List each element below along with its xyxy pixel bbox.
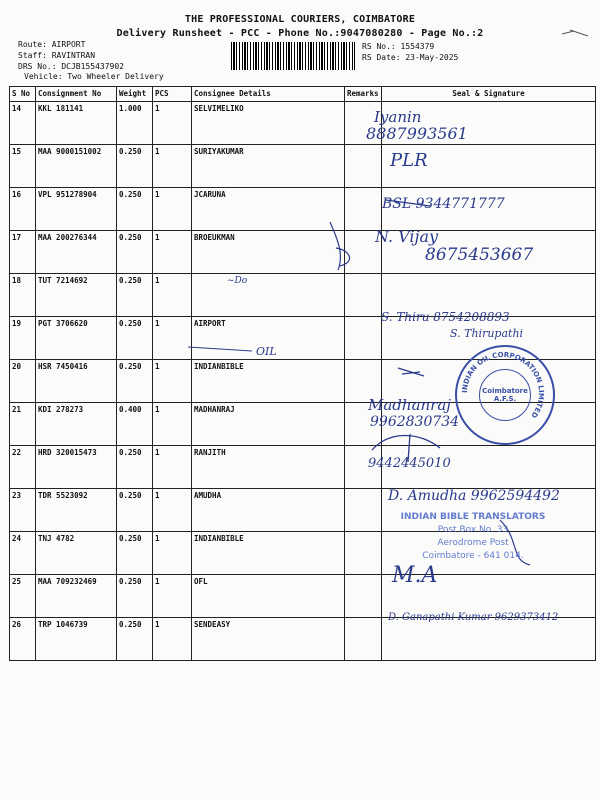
consignee-cell: AIRPORT xyxy=(192,317,345,360)
sno-cell: 15 xyxy=(10,145,36,188)
consignee-cell: SELVIMELIKO xyxy=(192,102,345,145)
consignment-cell: KKL 181141 xyxy=(36,102,117,145)
consignment-cell: TRP 1046739 xyxy=(36,618,117,661)
phone-row-22: 9442445010 xyxy=(368,456,451,471)
pcs-cell: 1 xyxy=(153,403,192,446)
consignment-cell: KDI 278273 xyxy=(36,403,117,446)
remarks-cell xyxy=(345,618,382,661)
runsheet-subtitle: Delivery Runsheet - PCC - Phone No.:9047080280 - Page No.:2 xyxy=(116,28,484,39)
consignee-cell: AMUDHA xyxy=(192,489,345,532)
signature-row-19: S. Thiru 8754208893 xyxy=(381,310,510,324)
weight-cell: 1.000 xyxy=(117,102,153,145)
drs-number: DRS No.: DCJB155437902 xyxy=(18,62,124,71)
weight-cell: 0.250 xyxy=(117,618,153,661)
weight-cell: 0.250 xyxy=(117,489,153,532)
stamp-line-1: INDIAN BIBLE TRANSLATORS xyxy=(400,512,546,522)
signature-row-24: D. Amudha 9962594492 xyxy=(388,488,560,504)
pcs-cell: 1 xyxy=(153,489,192,532)
col-pcs: PCS xyxy=(153,87,192,102)
pcs-cell: 1 xyxy=(153,274,192,317)
mark-row-18: ~Do xyxy=(227,276,248,286)
phone-row-21: 9962830734 xyxy=(370,414,460,430)
col-consignment: Consignment No xyxy=(36,87,117,102)
sno-cell: 25 xyxy=(10,575,36,618)
pcs-cell: 1 xyxy=(153,532,192,575)
weight-cell: 0.250 xyxy=(117,231,153,274)
staff-label: Staff: RAVINTRAN xyxy=(18,51,96,60)
pcs-cell: 1 xyxy=(153,145,192,188)
sno-cell: 18 xyxy=(10,274,36,317)
consignee-cell: MADHANRAJ xyxy=(192,403,345,446)
pcs-cell: 1 xyxy=(153,360,192,403)
remarks-cell xyxy=(345,532,382,575)
table-row xyxy=(10,102,596,145)
ioc-seal xyxy=(455,345,555,445)
ioc-ring-text: INDIAN OIL CORPORATION LIMITED xyxy=(460,350,546,420)
table-row xyxy=(10,188,596,231)
table-header-row xyxy=(10,87,596,102)
note-row-20: OIL xyxy=(256,345,277,358)
pcs-cell: 1 xyxy=(153,102,192,145)
name-row-19: S. Thirupathi xyxy=(450,327,524,340)
pcs-cell: 1 xyxy=(153,618,192,661)
col-sno: S No xyxy=(10,87,36,102)
stamp-line-2: Post Box No. 33 xyxy=(437,525,509,535)
vehicle-label: Vehicle: Two Wheeler Delivery xyxy=(24,72,164,81)
consignment-cell: VPL 951278904 xyxy=(36,188,117,231)
pcs-cell: 1 xyxy=(153,188,192,231)
signature-row-14: Iyanin xyxy=(374,108,422,126)
weight-cell: 0.250 xyxy=(117,575,153,618)
consignment-cell: MAA 709232469 xyxy=(36,575,117,618)
ioc-center-line2: A.F.S. xyxy=(493,395,517,403)
pcs-cell: 1 xyxy=(153,575,192,618)
consignment-cell: TNJ 4782 xyxy=(36,532,117,575)
consignee-cell: SURIYAKUMAR xyxy=(192,145,345,188)
sno-cell: 17 xyxy=(10,231,36,274)
weight-cell: 0.400 xyxy=(117,403,153,446)
weight-cell: 0.250 xyxy=(117,360,153,403)
stamp-line-3: Aerodrome Post xyxy=(437,538,509,548)
consignment-cell: TUT 7214692 xyxy=(36,274,117,317)
consignee-cell xyxy=(192,274,345,317)
table-row xyxy=(10,618,596,661)
sno-cell: 19 xyxy=(10,317,36,360)
col-weight: Weight xyxy=(117,87,153,102)
remarks-cell xyxy=(345,274,382,317)
weight-cell: 0.250 xyxy=(117,145,153,188)
pcs-cell: 1 xyxy=(153,446,192,489)
rs-date: RS Date: 23-May-2025 xyxy=(362,53,459,62)
signature-row-16: BSL 9344771777 xyxy=(382,196,505,212)
remarks-cell xyxy=(345,188,382,231)
sno-cell: 23 xyxy=(10,489,36,532)
stamp-line-4: Coimbatore - 641 014. xyxy=(422,551,524,561)
weight-cell: 0.250 xyxy=(117,446,153,489)
remarks-cell xyxy=(345,575,382,618)
weight-cell: 0.250 xyxy=(117,188,153,231)
table-row xyxy=(10,145,596,188)
remarks-cell xyxy=(345,317,382,360)
phone-row-14: 8887993561 xyxy=(366,124,468,143)
bible-translators-stamp xyxy=(383,511,563,563)
rs-number: RS No.: 1554379 xyxy=(362,42,435,51)
initials-row-15: PLR xyxy=(390,150,428,171)
sno-cell: 26 xyxy=(10,618,36,661)
ioc-center-line1: Coimbatore xyxy=(482,387,528,395)
consignment-cell: HRD 320015473 xyxy=(36,446,117,489)
sno-cell: 24 xyxy=(10,532,36,575)
phone-row-17: 8675453667 xyxy=(425,245,534,265)
col-consignee: Consignee Details xyxy=(192,87,345,102)
consignment-cell: MAA 9000151002 xyxy=(36,145,117,188)
ioc-seal-center xyxy=(479,369,531,421)
consignee-cell: OFL xyxy=(192,575,345,618)
consignee-cell: INDIANBIBLE xyxy=(192,360,345,403)
remarks-cell xyxy=(345,145,382,188)
table-row xyxy=(10,446,596,489)
col-seal-signature: Seal & Signature xyxy=(382,87,596,102)
sno-cell: 16 xyxy=(10,188,36,231)
consignee-cell: SENDEASY xyxy=(192,618,345,661)
consignment-cell: TDR 5523092 xyxy=(36,489,117,532)
weight-cell: 0.250 xyxy=(117,317,153,360)
remarks-cell xyxy=(345,489,382,532)
sno-cell: 20 xyxy=(10,360,36,403)
consignment-cell: PGT 3706620 xyxy=(36,317,117,360)
barcode-image xyxy=(231,42,355,70)
signature-row-21: Madhanraj xyxy=(368,396,451,414)
pcs-cell: 1 xyxy=(153,231,192,274)
sno-cell: 22 xyxy=(10,446,36,489)
consignee-cell: JCARUNA xyxy=(192,188,345,231)
consignee-cell: RANJITH xyxy=(192,446,345,489)
pcs-cell: 1 xyxy=(153,317,192,360)
initials-row-25: M.A xyxy=(392,563,438,588)
company-title: THE PROFESSIONAL COURIERS, COIMBATORE xyxy=(184,14,416,25)
signature-row-26: D. Ganapathi Kumar 9629373412 xyxy=(388,612,559,623)
route-label: Route: AIRPORT xyxy=(18,40,86,49)
signature-row-17: N. Vijay xyxy=(375,227,439,246)
signature-cell xyxy=(382,618,596,661)
consignee-cell: INDIANBIBLE xyxy=(192,532,345,575)
consignment-cell: MAA 200276344 xyxy=(36,231,117,274)
sno-cell: 21 xyxy=(10,403,36,446)
consignment-cell: HSR 7450416 xyxy=(36,360,117,403)
corner-pen-mark xyxy=(560,28,590,38)
sno-cell: 14 xyxy=(10,102,36,145)
consignee-cell: BROEUKMAN xyxy=(192,231,345,274)
col-remarks: Remarks xyxy=(345,87,382,102)
weight-cell: 0.250 xyxy=(117,274,153,317)
weight-cell: 0.250 xyxy=(117,532,153,575)
